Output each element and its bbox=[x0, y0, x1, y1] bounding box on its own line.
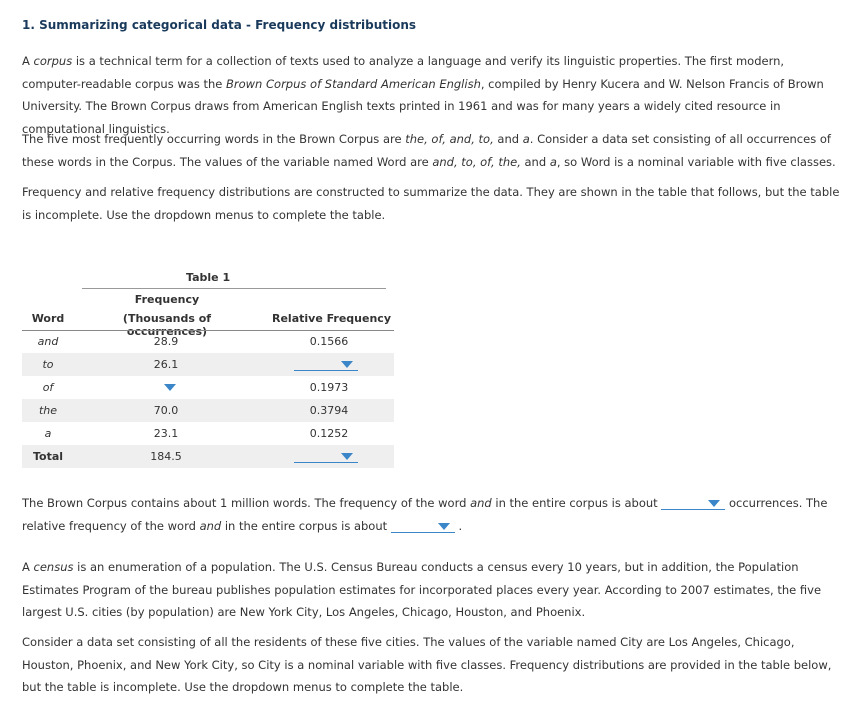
paragraph-corpus: A corpus is a technical term for a collection of texts used to analyze a language and verify its linguistic properties. The first modern, computer-readable corpus was the Brown Corpus of Standard American English, compiled by Henry Kucera and W. Nelson Francis of Brown University. The Brown Corpus draws from American English texts printed in 1961 and was for many years a widely cited resource in computational linguistics. bbox=[22, 54, 824, 136]
dropdown-arrow-icon bbox=[341, 453, 353, 460]
header-word: Word bbox=[31, 312, 65, 325]
header-frequency-line1: Frequency bbox=[134, 293, 200, 306]
relative-frequency-cell: 0.1252 bbox=[309, 427, 349, 440]
table-row-total bbox=[22, 445, 394, 468]
frequency-cell: 26.1 bbox=[153, 358, 179, 371]
table-row bbox=[22, 330, 394, 353]
word-cell: and bbox=[37, 335, 59, 348]
header-frequency-line2: (Thousands of occurrences) bbox=[122, 312, 212, 338]
relative-frequency-dropdown-to[interactable] bbox=[294, 356, 358, 371]
table-row bbox=[22, 353, 394, 376]
relative-frequency-cell: 0.3794 bbox=[309, 404, 349, 417]
paragraph-instructions: Frequency and relative frequency distributions are constructed to summarize the data. They are shown in the table that follows, but the table is incomplete. Use the dropdown menus to complete the table. bbox=[22, 185, 840, 222]
table-row bbox=[22, 376, 394, 399]
table-row bbox=[22, 399, 394, 422]
frequency-dropdown-of[interactable] bbox=[162, 379, 178, 393]
frequency-cell: 70.0 bbox=[153, 404, 179, 417]
paragraph-census: A census is an enumeration of a population. The U.S. Census Bureau conducts a census every 10 years, but in addition, the Population Estimates Program of the bureau publishes population estimates for incorporated places every year. According to 2007 estimates, the five largest U.S. cities (by population) are New York City, Los Angeles, Chicago, Houston, and Phoenix. bbox=[22, 560, 822, 619]
dropdown-arrow-icon bbox=[341, 361, 353, 368]
word-cell: a bbox=[44, 427, 52, 440]
frequency-cell: 28.9 bbox=[153, 335, 179, 348]
total-label: Total bbox=[32, 450, 64, 463]
relative-frequency-cell: 0.1973 bbox=[309, 381, 349, 394]
word-cell: of bbox=[42, 381, 54, 394]
dropdown-arrow-icon bbox=[438, 523, 450, 530]
and-relative-frequency-dropdown[interactable] bbox=[391, 518, 455, 533]
table-row bbox=[22, 422, 394, 445]
paragraph-cities: Consider a data set consisting of all the residents of these five cities. The values of the variable named City are Los Angeles, Chicago, Houston, Phoenix, and New York City, so City is a nominal variable with five classes. Frequency distributions are provided in the table below, but the table is incomplete. Use the dropdown menus to complete the table. bbox=[22, 635, 832, 694]
total-relative-frequency-dropdown[interactable] bbox=[294, 448, 358, 463]
page-title: 1. Summarizing categorical data - Frequency distributions bbox=[22, 18, 417, 32]
paragraph-and-frequency: The Brown Corpus contains about 1 million words. The frequency of the word and in the entire corpus is about occurrences. The relative frequency of the word and in the entire corpus is about . bbox=[22, 496, 828, 533]
dropdown-arrow-icon bbox=[708, 500, 720, 507]
and-frequency-dropdown[interactable] bbox=[661, 495, 725, 510]
paragraph-words: The five most frequently occurring words in the Brown Corpus are the, of, and, to, and a. Consider a data set consisting of all occurrences of these words in the Corpus. The values of the variable named Word are and, to, of, the, and a, so Word is a nominal variable with five classes. bbox=[22, 132, 836, 169]
total-frequency-cell: 184.5 bbox=[150, 450, 182, 463]
relative-frequency-cell: 0.1566 bbox=[309, 335, 349, 348]
word-cell: the bbox=[38, 404, 58, 417]
word-cell: to bbox=[42, 358, 54, 371]
header-relative-frequency: Relative Frequency bbox=[272, 312, 391, 325]
caption-divider bbox=[82, 288, 386, 289]
table-caption: Table 1 bbox=[186, 271, 231, 284]
dropdown-arrow-icon bbox=[164, 384, 176, 391]
frequency-cell: 23.1 bbox=[153, 427, 179, 440]
